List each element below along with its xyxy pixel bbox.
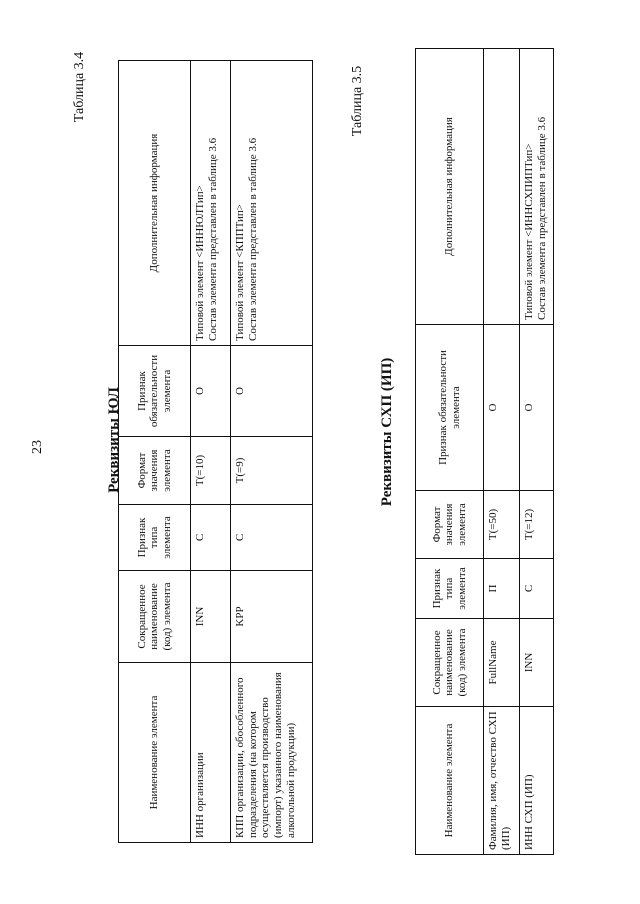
header-cell: Признак типа элемента (416, 559, 484, 619)
cell-mandatory: О (191, 346, 231, 437)
cell-info (484, 49, 520, 325)
header-cell: Признак обязательности элемента (119, 346, 191, 437)
cell-mandatory: О (520, 325, 554, 491)
cell-element-name: КПП организации, обособленного подразделения (на котором осуществляется производство (импорт) указанного наименования алкогольной продукции) (231, 663, 313, 843)
cell-type: С (520, 559, 554, 619)
header-cell: Дополнительная информация (119, 61, 191, 346)
header-cell: Сокращенное наименование (код) элемента (416, 619, 484, 707)
cell-info: Типовой элемент <ИННЮЛТип> Состав элемента представлен в таблице 3.6 (191, 61, 231, 346)
cell-type: П (484, 559, 520, 619)
page-number: 23 (30, 440, 45, 454)
header-cell: Дополнительная информация (416, 49, 484, 325)
table-header-row (416, 49, 484, 855)
cell-format: Т(=50) (484, 491, 520, 559)
cell-format: Т(=12) (520, 491, 554, 559)
cell-type: С (231, 505, 313, 571)
header-cell: Формат значения элемента (119, 437, 191, 505)
header-cell: Наименование элемента (119, 663, 191, 843)
cell-element-name: ИНН СХП (ИП) (520, 707, 554, 855)
cell-type: С (191, 505, 231, 571)
header-cell: Признак типа элемента (119, 505, 191, 571)
section-title-yul: Реквизиты ЮЛ (106, 387, 122, 493)
cell-mandatory: О (484, 325, 520, 491)
header-cell: Признак обязательности элемента (416, 325, 484, 491)
table-row (484, 49, 520, 855)
cell-info: Типовой элемент <ИННСХПИПТип> Состав элемента представлен в таблице 3.6 (520, 49, 554, 325)
cell-code: INN (191, 571, 231, 663)
cell-format: Т(=10) (191, 437, 231, 505)
table-label-3-4: Таблица 3.4 (72, 51, 87, 123)
cell-element-name: Фамилия, имя, отчество СХП (ИП) (484, 707, 520, 855)
cell-element-name: ИНН организации (191, 663, 231, 843)
table-3-4 (118, 61, 312, 843)
cell-code: INN (520, 619, 554, 707)
table-row (191, 61, 231, 843)
header-cell: Формат значения элемента (416, 491, 484, 559)
cell-code: FullName (484, 619, 520, 707)
table-label-3-5: Таблица 3.5 (350, 65, 365, 137)
table-row (520, 49, 554, 855)
cell-format: Т(=9) (231, 437, 313, 505)
cell-code: KPP (231, 571, 313, 663)
cell-info: Типовой элемент <КППТип> Состав элемента представлен в таблице 3.6 (231, 61, 313, 346)
table-row (231, 61, 313, 843)
cell-mandatory: О (231, 346, 313, 437)
header-cell: Сокращенное наименование (код) элемента (119, 571, 191, 663)
table-3-5 (415, 49, 553, 855)
table-header-row (119, 61, 191, 843)
section-title-shp-ip: Реквизиты СХП (ИП) (379, 357, 395, 507)
header-cell: Наименование элемента (416, 707, 484, 855)
